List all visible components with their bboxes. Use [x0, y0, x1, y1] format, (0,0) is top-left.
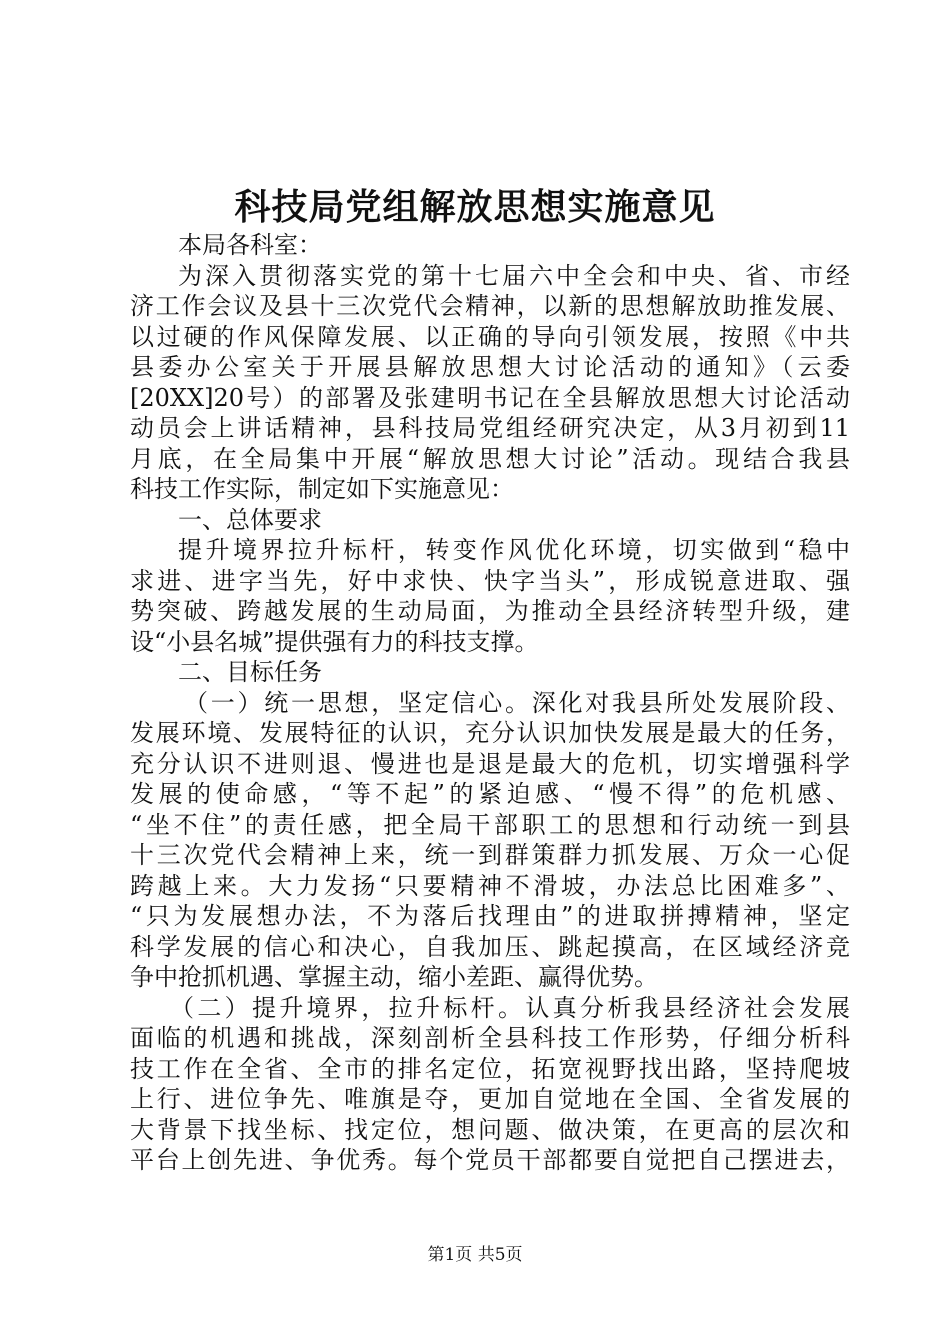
- text-line: “只为发展想办法，不为落后找理由”的进取拼搏精神，坚定: [130, 902, 850, 930]
- text-line: （一）统一思想，坚定信心。深化对我县所处发展阶段、: [184, 688, 850, 717]
- text-line: 济工作会议及县十三次党代会精神，以新的思想解放助推发展、: [130, 292, 850, 320]
- text-line: 动员会上讲话精神，县科技局党组经研究决定，从3月初到11: [130, 414, 850, 442]
- text-line: 设“小县名城”提供强有力的科技支撑。: [130, 627, 539, 656]
- text-line: 面临的机遇和挑战，深刻剖析全县科技工作形势，仔细分析科: [130, 1024, 850, 1052]
- text-line: 为深入贯彻落实党的第十七届六中全会和中央、省、市经: [178, 261, 850, 290]
- text-line: “坐不住”的责任感，把全局干部职工的思想和行动统一到县: [130, 810, 850, 839]
- text-line: 跨越上来。大力发扬“只要精神不滑坡，办法总比困难多”、: [130, 871, 850, 900]
- text-line: 势突破、跨越发展的生动局面，为推动全县经济转型升级，建: [130, 597, 850, 625]
- text-line: 提升境界拉升标杆，转变作风优化环境，切实做到“稳中: [178, 536, 850, 564]
- text-line: 二、目标任务: [178, 658, 322, 686]
- text-line: 十三次党代会精神上来，统一到群策群力抓发展、万众一心促: [130, 841, 850, 869]
- text-line: 发展的使命感，“等不起”的紧迫感、“慢不得”的危机感、: [130, 780, 850, 808]
- text-line: 一、总体要求: [178, 505, 322, 534]
- text-line: 大背景下找坐标、找定位，想问题、做决策，在更高的层次和: [130, 1115, 850, 1144]
- text-line: 发展环境、发展特征的认识，充分认识加快发展是最大的任务，: [130, 719, 850, 747]
- text-line: 技工作在全省、全市的排名定位，拓宽视野找出路，坚持爬坡: [130, 1054, 850, 1083]
- text-line: 上行、进位争先、唯旗是夺，更加自觉地在全国、全省发展的: [130, 1085, 850, 1113]
- text-line: [20XX]20号）的部署及张建明书记在全县解放思想大讨论活动: [130, 383, 850, 412]
- text-line: 争中抢抓机遇、掌握主动，缩小差距、赢得优势。: [130, 963, 658, 991]
- text-line: 本局各科室：: [178, 231, 322, 259]
- text-line: （二）提升境界，拉升标杆。认真分析我县经济社会发展: [170, 993, 850, 1022]
- text-line: 科学发展的信心和决心，自我加压、跳起摸高，在区域经济竞: [130, 932, 850, 961]
- text-line: 平台上创先进、争优秀。每个党员干部都要自觉把自己摆进去，: [130, 1146, 850, 1174]
- text-line: 月底，在全局集中开展“解放思想大讨论”活动。现结合我县: [130, 444, 850, 473]
- document-body: [130, 230, 850, 1176]
- text-line: 求进、进字当先，好中求快、快字当头”，形成锐意进取、强: [130, 566, 850, 595]
- text-line: 以过硬的作风保障发展、以正确的导向引领发展，按照《中共: [130, 322, 850, 351]
- text-line: 充分认识不进则退、慢进也是退是最大的危机，切实增强科学: [130, 749, 850, 778]
- document-title: 科技局党组解放思想实施意见: [234, 186, 716, 228]
- text-line: 县委办公室关于开展县解放思想大讨论活动的通知》（云委: [130, 353, 850, 381]
- text-line: 科技工作实际，制定如下实施意见：: [130, 475, 514, 503]
- page-number: 第1页 共5页: [427, 1245, 523, 1265]
